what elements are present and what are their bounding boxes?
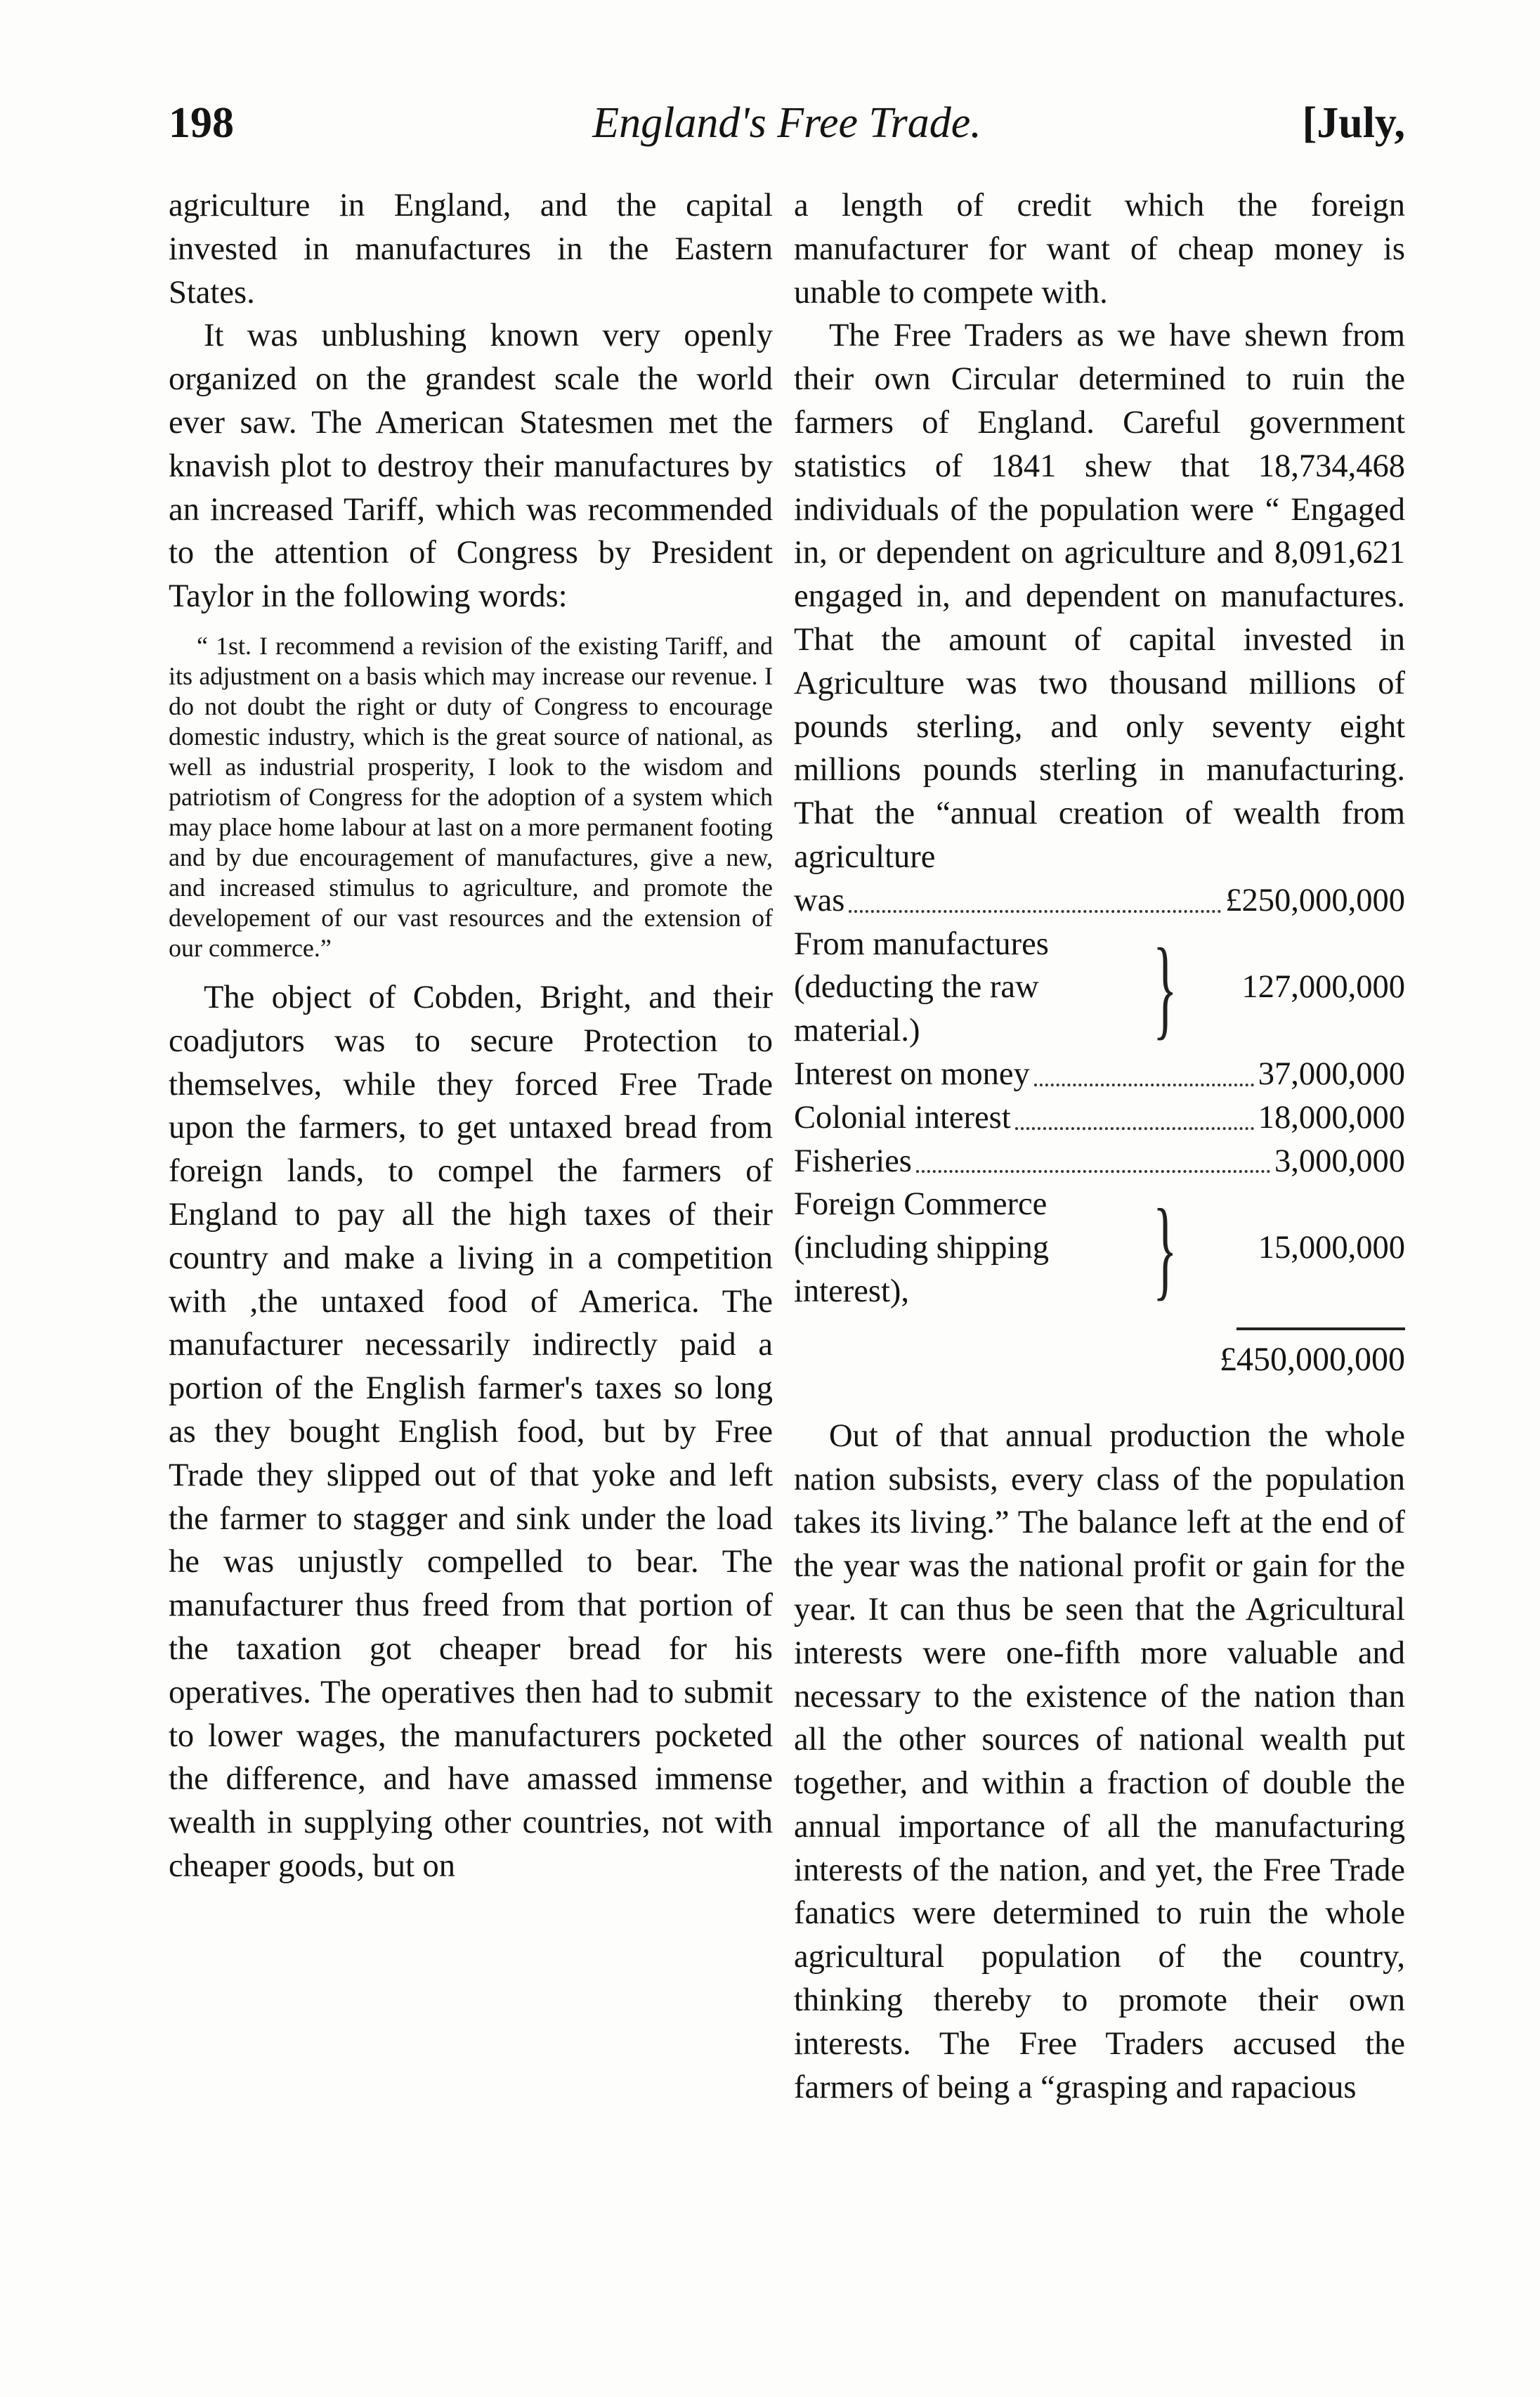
stat-amount: 127,000,000 <box>1241 969 1405 1006</box>
stat-row-manufactures <box>794 923 1405 1053</box>
brace-glyph: } <box>1153 925 1177 1051</box>
left-paragraph-2: It was unblushing known very openly organized on the grandest scale the world ever saw. The American Statesmen met the knavish plot to destroy their manufactures by an increased Tariff, which was recommended to the attention of Congress by President Taylor in the following words: <box>169 318 773 615</box>
stat-label: Colonial interest <box>794 1099 1011 1136</box>
stat-label: Interest on money <box>794 1055 1030 1092</box>
stat-amount: £250,000,000 <box>1225 882 1405 918</box>
stat-label: was <box>794 882 845 918</box>
page-number: 198 <box>169 99 234 147</box>
right-column <box>794 184 1405 2109</box>
quote-text: “ 1st. I recommend a revision of the existing Tariff, and its adjustment on a basis which may increase our revenue. I do not doubt the right or duty of Congress to encourage domestic industry, which is the great source of national, as well as industrial prosperity, I look to the wisdom and patriotism of Congress for the adoption of a system which may place home labour at last on a more permanent footing and by due encouragement of manufactures, give a new, and increased stimulus to agriculture, and promote the developement of our vast resources and the extension of our commerce.” <box>169 631 773 962</box>
stat-label: Fisheries <box>794 1143 912 1179</box>
left-column <box>169 184 773 1888</box>
stat-row-colonial <box>794 1096 1405 1140</box>
stat-label-line: (deducting the raw <box>794 969 1039 1006</box>
stat-label-lines <box>794 1183 1145 1313</box>
left-paragraph-3: The object of Cobden, Bright, and their coadjutors was to secure Protection to themselves, while they forced Free Trade upon the farmers, to get untaxed bread from foreign lands, to compel the farmers of England to pay all the high taxes of their country and make a living in a competition with ,the untaxed food of America. The manufacturer necessarily indirectly paid a portion of the English farmer's taxes so long as they bought English food, but by Free Trade they slipped out of that yoke and left the farmer to stagger and sink under the load he was unjustly compelled to bear. The manufacturer thus freed from that portion of the taxation got cheaper bread for his operatives. The operatives then had to submit to lower wages, the manufacturers pocketed the difference, and have amassed immense wealth in supplying other countries, not with cheaper goods, but on <box>169 979 773 1884</box>
sum-rule <box>1236 1327 1405 1330</box>
wealth-statistics <box>794 879 1405 1382</box>
stat-row-interest <box>794 1053 1405 1096</box>
stat-label-line: interest), <box>794 1273 909 1309</box>
stat-amount: 18,000,000 <box>1258 1099 1405 1136</box>
leader-dots <box>1034 1053 1254 1086</box>
page-month: [July, <box>1302 99 1405 147</box>
stat-amount: 15,000,000 <box>1258 1230 1405 1266</box>
stat-amount: 3,000,000 <box>1274 1143 1405 1179</box>
stat-row-agriculture <box>794 879 1405 923</box>
right-paragraph-2: The Free Traders as we have shewn from their own Circular determined to ruin the farmers of England. Careful government statistics of 1841 shew that 18,734,468 individuals of the population were “ Engaged in, or dependent on agriculture and 8,091,621 engaged in, and dependent on manufactures. That the amount of capital invested in Agriculture was two thousand millions of pounds sterling, and only seventy eight millions pounds sterling in manufacturing. That the “annual creation of wealth from agriculture <box>794 318 1405 875</box>
brace-glyph: } <box>1153 1185 1177 1311</box>
stat-row-foreign-commerce <box>794 1183 1405 1313</box>
leader-dots <box>916 1140 1270 1174</box>
stat-row-fisheries <box>794 1140 1405 1183</box>
stat-label-lines <box>794 923 1145 1053</box>
left-paragraph-1: agriculture in England, and the capital invested in manufactures in the Eastern States. <box>169 188 773 311</box>
running-title: England's Free Trade. <box>592 99 981 147</box>
stat-label-line: (including shipping <box>794 1230 1049 1266</box>
right-paragraph-1: a length of credit which the foreign manufacturer for want of cheap money is unable to compete with. <box>794 188 1405 311</box>
stat-label-line: material.) <box>794 1013 920 1049</box>
stat-label-line: From manufactures <box>794 925 1049 962</box>
leader-dots <box>1015 1096 1254 1130</box>
stat-amount: 37,000,000 <box>1258 1055 1405 1092</box>
right-paragraph-3: Out of that annual production the whole nation subsists, every class of the population takes its living.” The balance left at the end of the year was the national profit or gain for the year. It can thus be seen that the Agricultural interests were one-fifth more valuable and necessary to the existence of the nation than all the other sources of national wealth put together, and within a fraction of double the annual importance of all the manufacturing interests of the nation, and yet, the Free Trade fanatics were determined to ruin the whole agricultural population of the country, thinking thereby to promote their own interests. The Free Traders accused the farmers of being a “grasping and rapacious <box>794 1417 1405 2105</box>
stat-label-line: Foreign Commerce <box>794 1186 1048 1223</box>
page-header <box>169 98 1405 162</box>
stat-total: £450,000,000 <box>1220 1340 1405 1378</box>
tariff-quotation <box>169 631 773 963</box>
leader-dots <box>849 879 1221 913</box>
